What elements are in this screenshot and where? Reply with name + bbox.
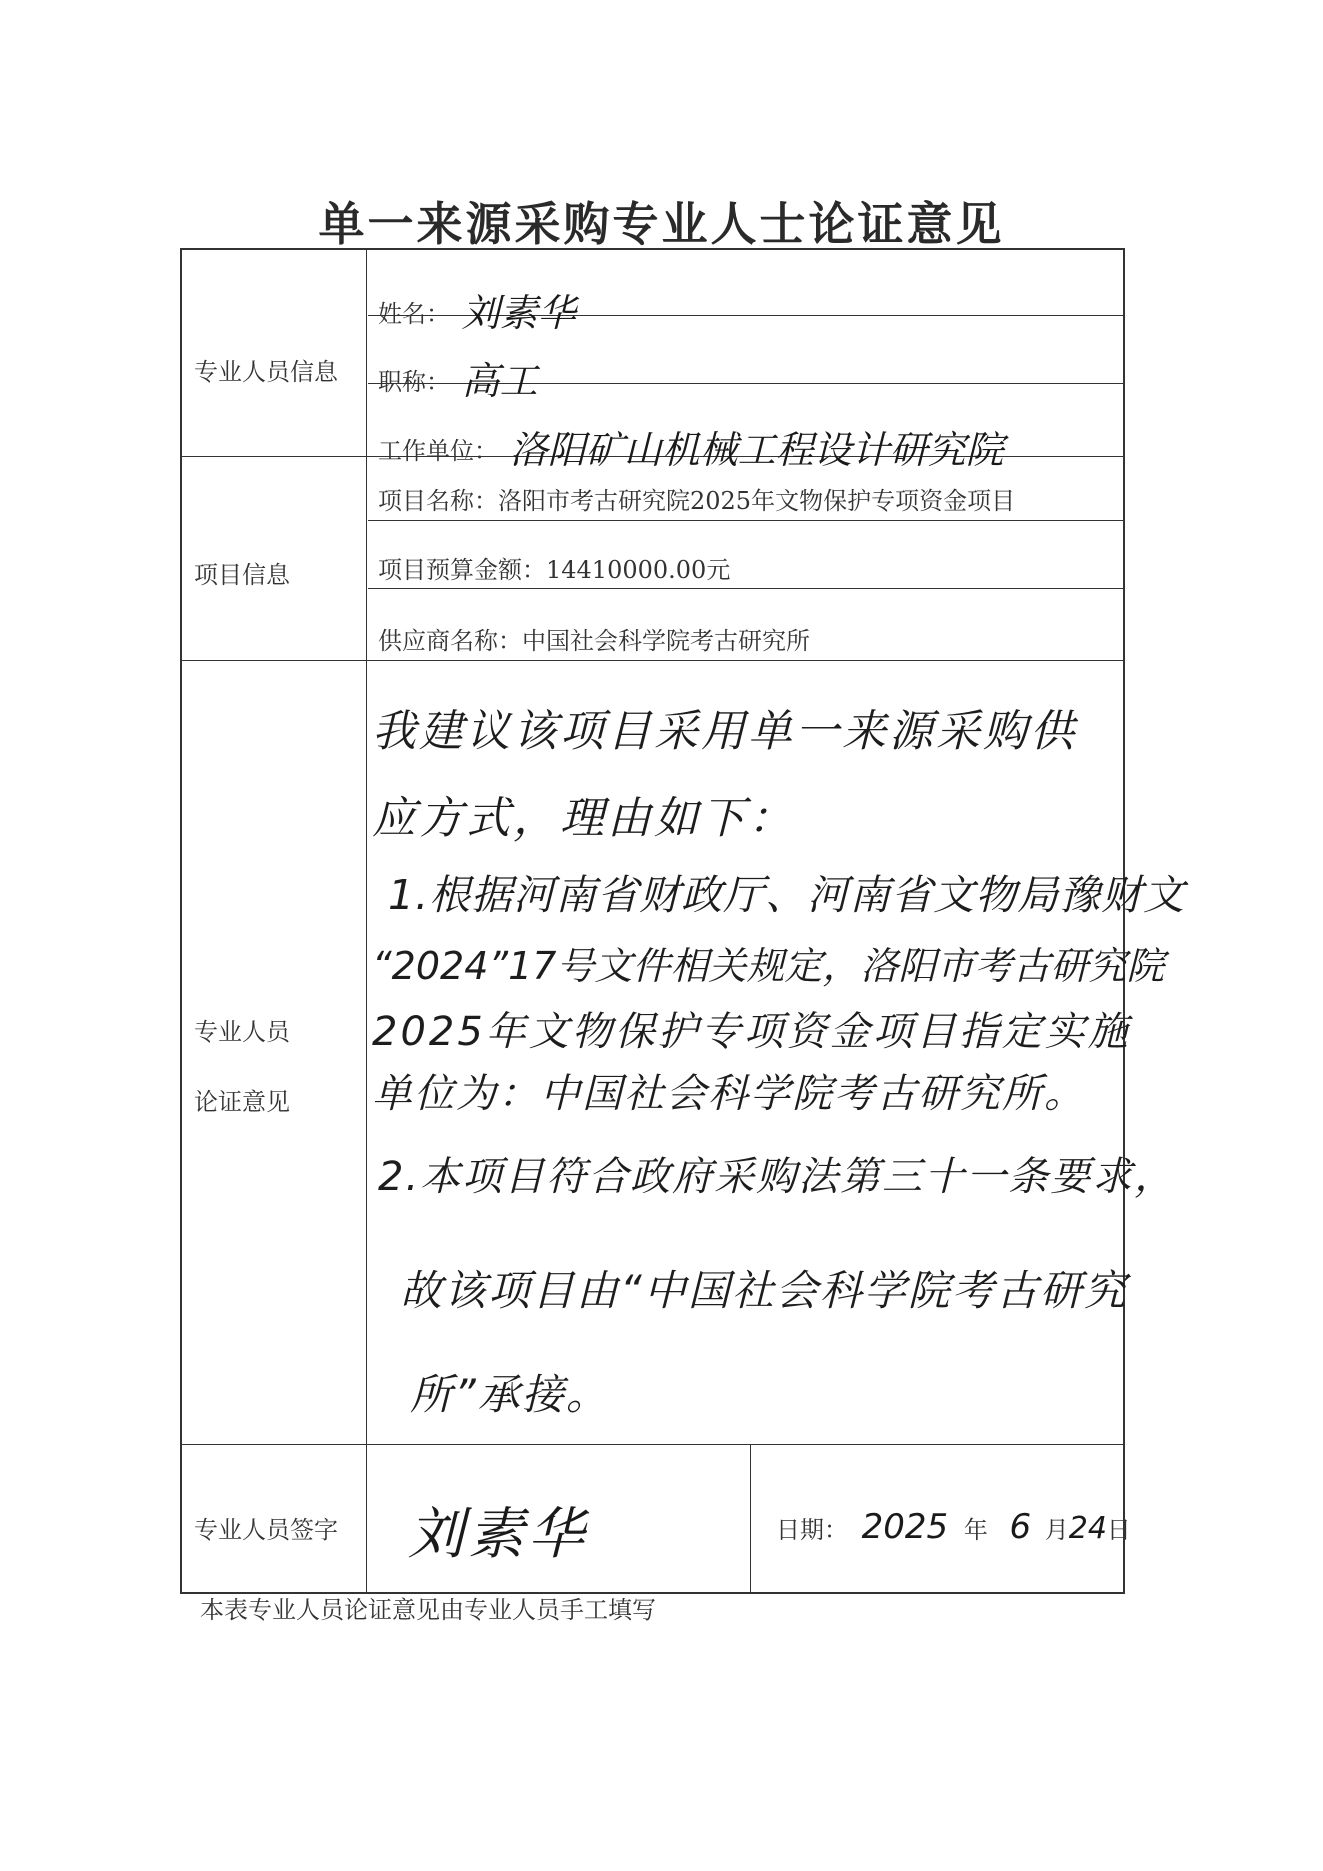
opinion-line: “2024”17号文件相关规定，洛阳市考古研究院 (372, 944, 1165, 988)
opinion-section-label-line1: 专业人员 (194, 1018, 290, 1046)
form-title: 单一来源采购专业人士论证意见 (318, 197, 1005, 251)
opinion-section-label-line2: 论证意见 (194, 1088, 290, 1116)
date-day-char: 日 (1106, 1516, 1131, 1544)
date-month: 6 (1009, 1507, 1032, 1547)
opinion-line: 所”承接。 (410, 1370, 610, 1419)
opinion-line: 应方式，理由如下： (372, 793, 795, 844)
personnel-section-label: 专业人员信息 (194, 358, 338, 386)
title-value: 高工 (461, 359, 538, 403)
column-divider (366, 248, 367, 1594)
date-year: 2025 (861, 1507, 949, 1547)
employer-value: 洛阳矿山机械工程设计研究院 (509, 428, 1004, 472)
opinion-line: 2025年文物保护专项资金项目指定实施 (372, 1009, 1131, 1055)
employer-label: 工作单位： (378, 437, 498, 465)
date-year-char: 年 (963, 1516, 988, 1544)
title-row (378, 346, 538, 401)
project-name-value: 洛阳市考古研究院2025年文物保护专项资金项目 (498, 487, 1016, 515)
row-divider (368, 520, 1125, 521)
title-label: 职称： (378, 368, 450, 396)
employer-row (378, 415, 1004, 470)
name-label: 姓名： (378, 300, 450, 328)
supplier-label: 供应商名称： (378, 627, 522, 655)
budget-row (378, 550, 730, 585)
signature-section-label: 专业人员签字 (194, 1516, 338, 1544)
opinion-line: 单位为：中国社会科学院考古研究所。 (372, 1071, 1086, 1117)
date-label: 日期： (776, 1516, 848, 1544)
name-value: 刘素华 (461, 291, 576, 335)
opinion-line: 1.根据河南省财政厅、河南省文物局豫财文 (388, 871, 1186, 919)
budget-label: 项目预算金额： (378, 556, 546, 584)
project-name-row (378, 481, 1015, 516)
budget-value: 14410000.00元 (546, 556, 731, 584)
opinion-line: 2.本项目符合政府采购法第三十一条要求， (378, 1154, 1177, 1200)
supplier-row (378, 621, 810, 656)
project-section-label: 项目信息 (194, 561, 290, 589)
date-column-divider (750, 1444, 751, 1594)
opinion-line: 我建议该项目采用单一来源采购供 (372, 706, 1077, 757)
project-name-label: 项目名称： (378, 487, 498, 515)
date-day: 24 (1068, 1511, 1107, 1546)
section-divider (180, 1444, 1125, 1445)
footnote: 本表专业人员论证意见由专业人员手工填写 (200, 1596, 656, 1624)
date-month-char: 月 (1044, 1516, 1069, 1544)
name-row (378, 278, 576, 333)
row-divider (368, 588, 1125, 589)
date-row (776, 1507, 1131, 1547)
signature-value: 刘素华 (408, 1502, 588, 1567)
supplier-value: 中国社会科学院考古研究所 (522, 627, 810, 655)
section-divider (180, 660, 1125, 661)
opinion-line: 故该项目由“中国社会科学院考古研究 (400, 1266, 1128, 1315)
